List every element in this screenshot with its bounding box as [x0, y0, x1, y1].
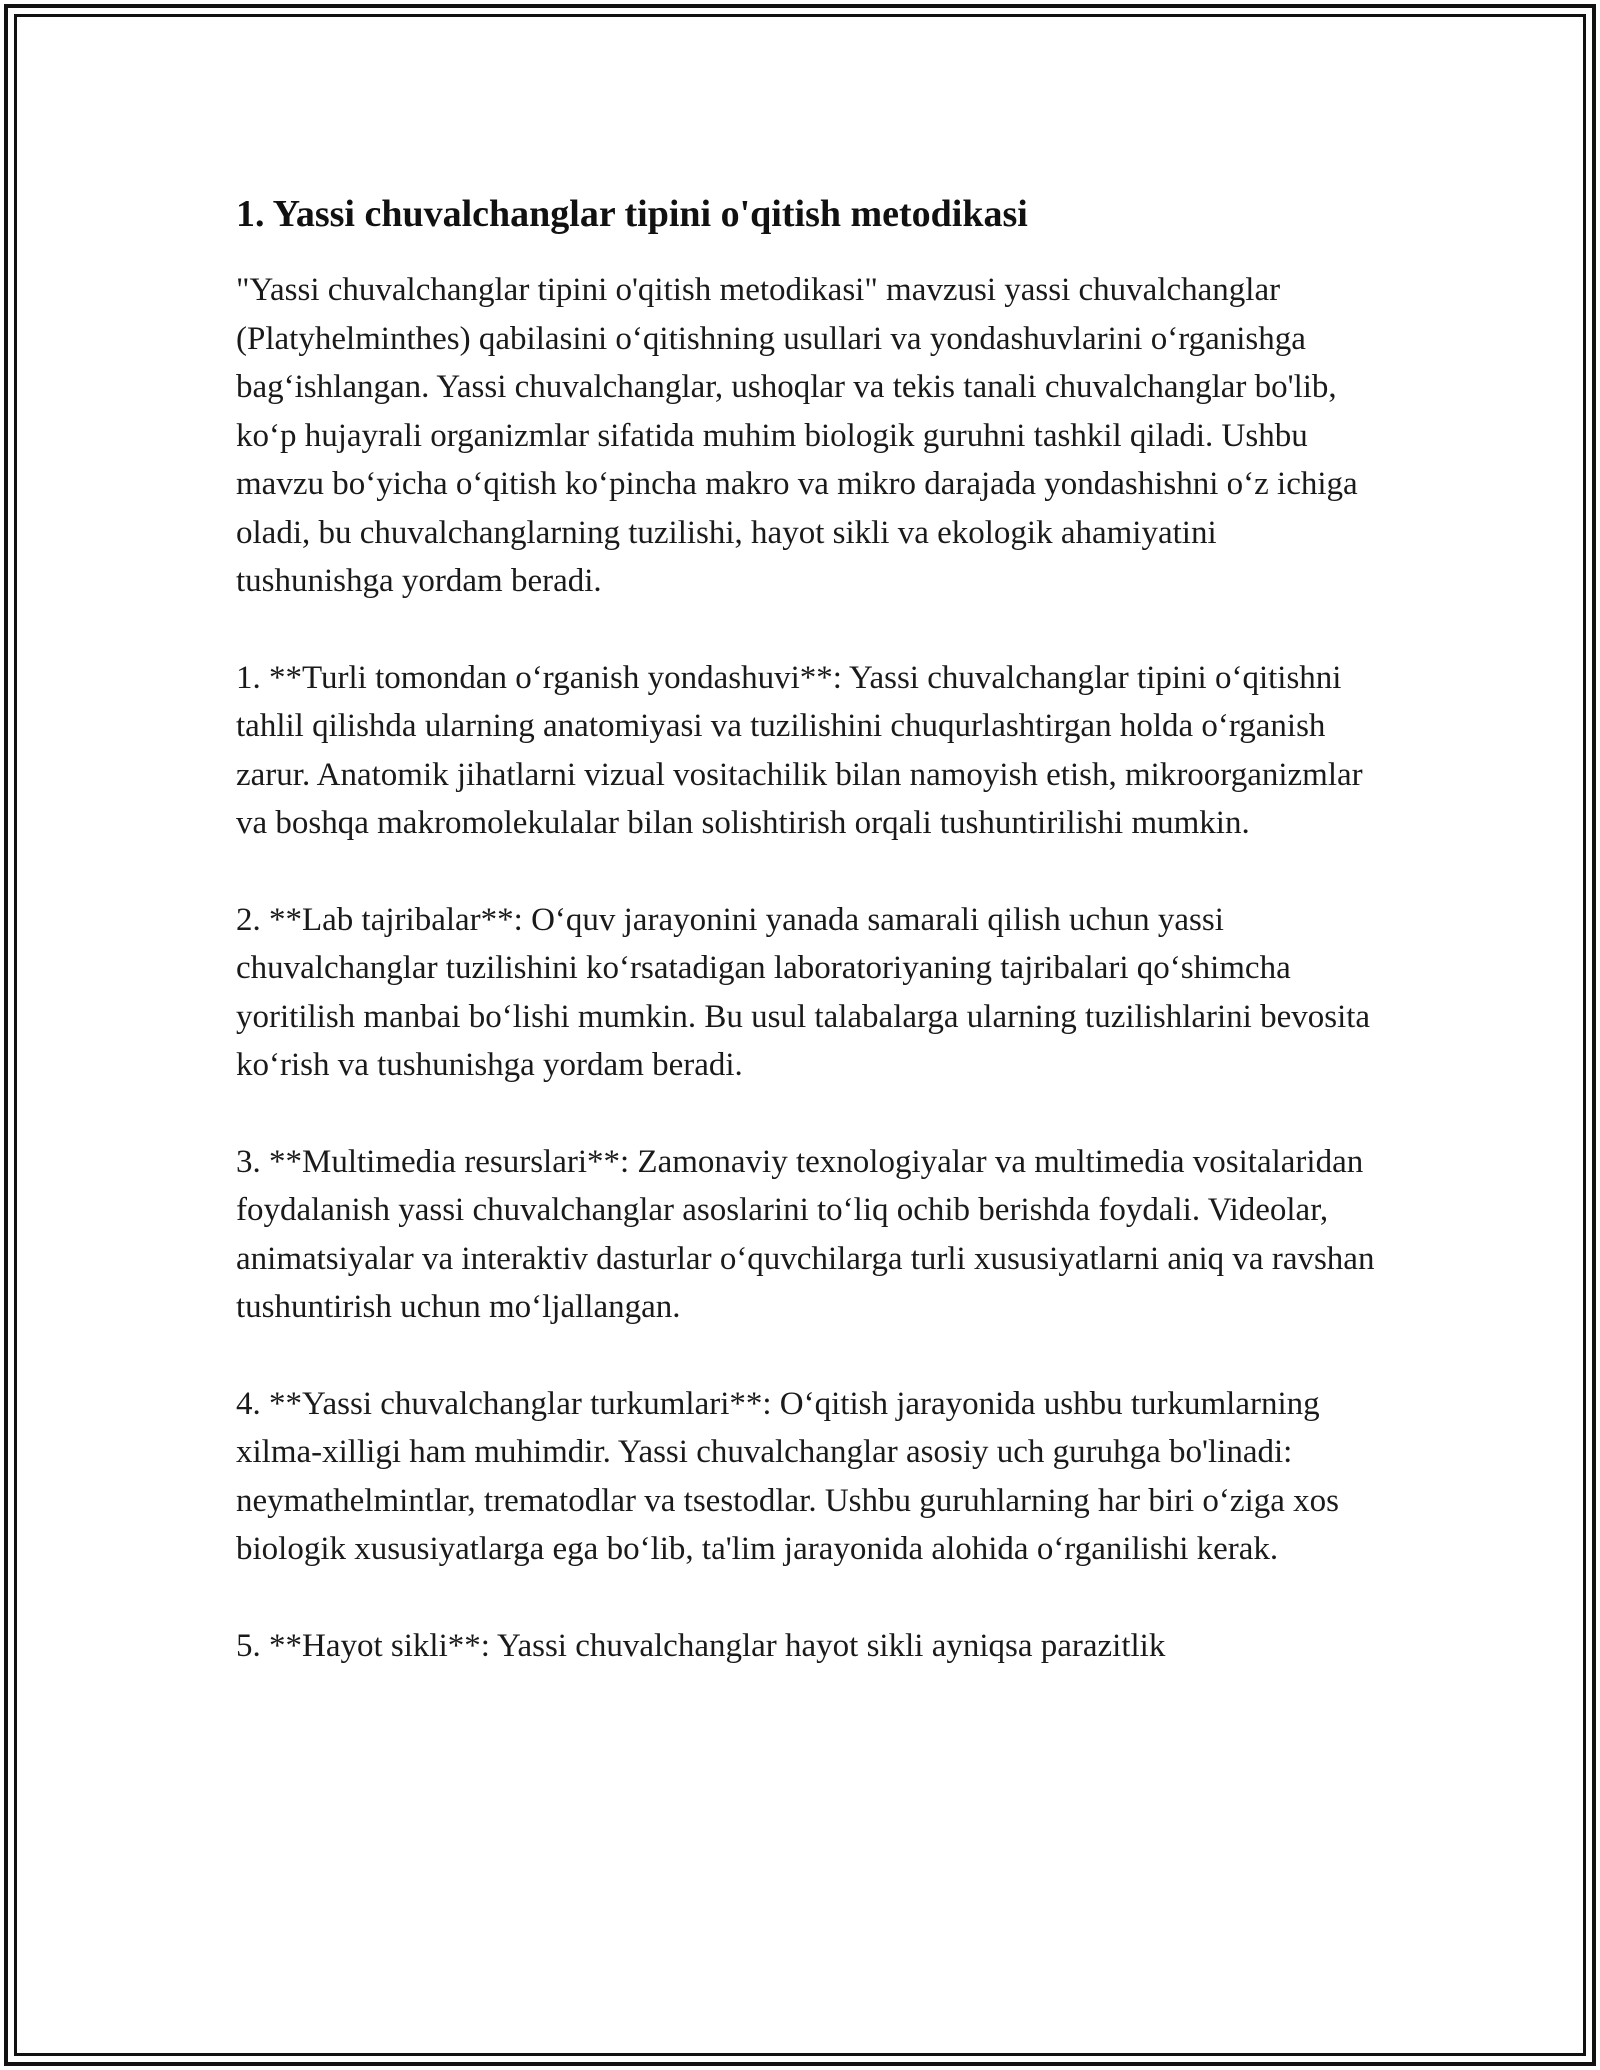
- paragraph-item-2: 2. **Lab tajribalar**: O‘quv jarayonini yanada samarali qilish uchun yassi chuvalchanglar tuzilishini ko‘rsatadigan laboratoriyaning tajribalari qo‘shimcha yoritilish manbai bo‘lishi mumkin. Bu usul talabalarga ularning tuzilishlarini bevosita ko‘rish va tushunishga yordam beradi.: [236, 901, 1371, 1083]
- paragraph-item-5: 5. **Hayot sikli**: Yassi chuvalchanglar hayot sikli ayniqsa parazitlik: [236, 1627, 1166, 1664]
- paragraph-item-4: 4. **Yassi chuvalchanglar turkumlari**: O‘qitish jarayonida ushbu turkumlarning xilma-xilligi ham muhimdir. Yassi chuvalchanglar asosiy uch guruhga bo'linadi: neymathelmintlar, trematodlar va tsestodlar. Ushbu guruhlarning har biri o‘ziga xos biologik xususiyatlarga ega bo‘lib, ta'lim jarayonida alohida o‘rganilishi kerak.: [236, 1385, 1339, 1567]
- document-body: [236, 186, 1376, 1718]
- intro-paragraph: "Yassi chuvalchanglar tipini o'qitish metodikasi" mavzusi yassi chuvalchanglar (Platyhelminthes) qabilasini o‘qitishning usullari va yondashuvlarini o‘rganishga bag‘ishlangan. Yassi chuvalchanglar, ushoqlar va tekis tanali chuvalchanglar bo'lib, ko‘p hujayrali organizmlar sifatida muhim biologik guruhni tashkil qiladi. Ushbu mavzu bo‘yicha o‘qitish ko‘pincha makro va mikro darajada yondashishni o‘z ichiga oladi, bu chuvalchanglarning tuzilishi, hayot sikli va ekologik ahamiyatini tushunishga yordam beradi.: [236, 272, 1358, 599]
- paragraph-item-1: 1. **Turli tomondan o‘rganish yondashuvi**: Yassi chuvalchanglar tipini o‘qitishni tahlil qilishda ularning anatomiyasi va tuzilishini chuqurlashtirgan holda o‘rganish zarur. Anatomik jihatlarni vizual vositachilik bilan namoyish etish, mikroorganizmlar va boshqa makromolekulalar bilan solishtirish orqali tushuntirilishi mumkin.: [236, 659, 1363, 841]
- paragraph-item-3: 3. **Multimedia resurslari**: Zamonaviy texnologiyalar va multimedia vositalaridan foydalanish yassi chuvalchanglar asoslarini to‘liq ochib berishda foydali. Videolar, animatsiyalar va interaktiv dasturlar o‘quvchilarga turli xususiyatlarni aniq va ravshan tushuntirish uchun mo‘ljallangan.: [236, 1143, 1375, 1325]
- document-title: 1. Yassi chuvalchanglar tipini o'qitish metodikasi: [236, 193, 1028, 235]
